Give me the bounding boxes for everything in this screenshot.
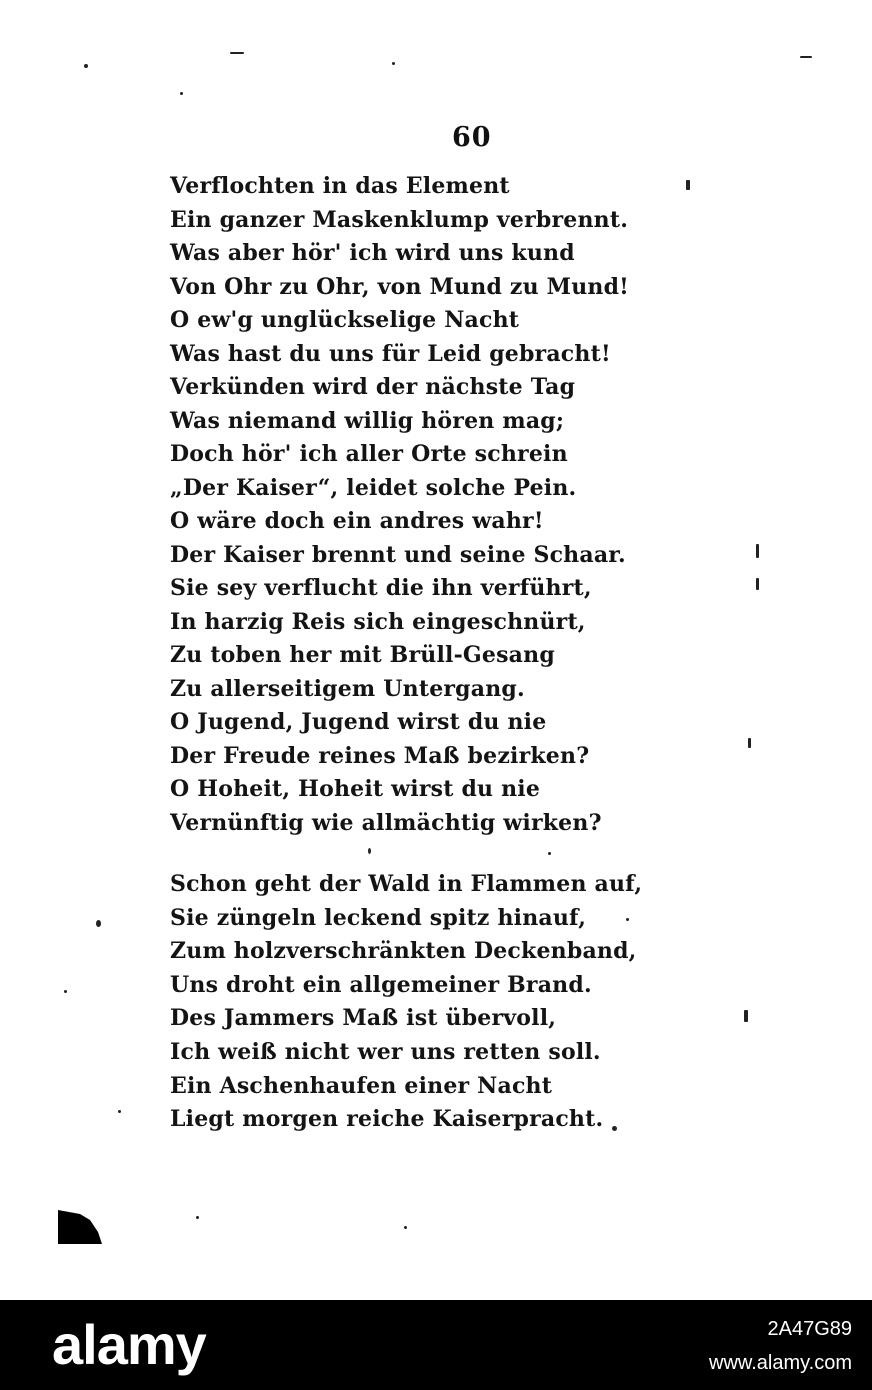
- verse-line: Was hast du uns für Leid gebracht!: [170, 340, 611, 367]
- speck: [118, 1110, 121, 1113]
- site-url: www.alamy.com: [709, 1352, 852, 1374]
- verse-line: Ein ganzer Maskenklump verbrennt.: [170, 206, 629, 233]
- speck: [748, 738, 751, 748]
- verse-line: O ew'g unglückselige Nacht: [170, 307, 520, 333]
- verse-line: Der Kaiser brennt und seine Schaar.: [170, 541, 626, 568]
- speck: [686, 180, 690, 190]
- verse-line: Sie züngeln leckend spitz hinauf,: [170, 904, 587, 931]
- speck: [230, 52, 244, 54]
- speck: [626, 918, 629, 921]
- verse-line: Schon geht der Wald in Flammen auf,: [170, 871, 643, 897]
- verse-line: „Der Kaiser“, leidet solche Pein.: [170, 474, 577, 501]
- verse-line: Was niemand willig hören mag;: [170, 407, 565, 434]
- speck: [96, 920, 101, 927]
- verse-line: Zum holzverschränkten Deckenband,: [170, 938, 637, 965]
- speck: [548, 852, 551, 855]
- verse-line: Des Jammers Maß ist übervoll,: [170, 1005, 557, 1032]
- speck: [392, 62, 395, 65]
- speck: [800, 56, 812, 58]
- verse-line: Uns droht ein allgemeiner Brand.: [170, 971, 592, 998]
- verse-line: Verkünden wird der nächste Tag: [170, 374, 576, 400]
- speck: [404, 1226, 407, 1229]
- speck: [756, 544, 759, 558]
- verse-line: O Jugend, Jugend wirst du nie: [170, 709, 547, 735]
- speck: [196, 1216, 199, 1219]
- verse-line: In harzig Reis sich eingeschnürt,: [170, 608, 586, 635]
- verse-line: Was aber hör' ich wird uns kund: [170, 240, 575, 266]
- page-number: 60: [452, 122, 492, 153]
- stanza-2: [170, 868, 642, 1137]
- speck: [612, 1126, 617, 1131]
- speck: [84, 64, 88, 68]
- verse-line: Vernünftig wie allmächtig wirken?: [170, 809, 602, 836]
- verse-line: Sie sey verflucht die ihn verführt,: [170, 575, 592, 601]
- verse-line: O Hoheit, Hoheit wirst du nie: [170, 776, 541, 802]
- corner-blot: [58, 1210, 102, 1244]
- alamy-logo: alamy: [52, 1313, 206, 1376]
- stanza-1: [170, 170, 629, 840]
- verse-line: Zu toben her mit Brüll-Gesang: [170, 642, 555, 668]
- speck: [64, 990, 67, 993]
- speck: [756, 578, 759, 590]
- verse-line: Doch hör' ich aller Orte schrein: [170, 441, 568, 467]
- image-id: 2A47G89: [767, 1318, 852, 1340]
- verse-line: Von Ohr zu Ohr, von Mund zu Mund!: [170, 273, 630, 300]
- verse-line: Ich weiß nicht wer uns retten soll.: [170, 1038, 601, 1065]
- speck: [180, 92, 183, 95]
- speck: [368, 848, 371, 854]
- speck: [744, 1010, 748, 1022]
- verse-line: Zu allerseitigem Untergang.: [170, 675, 525, 702]
- verse-line: Liegt morgen reiche Kaiserpracht.: [170, 1106, 604, 1133]
- verse-line: O wäre doch ein andres wahr!: [170, 508, 544, 534]
- verse-line: Ein Aschenhaufen einer Nacht: [170, 1072, 553, 1099]
- verse-line: Verflochten in das Element: [170, 173, 510, 199]
- verse-line: Der Freude reines Maß bezirken?: [170, 742, 590, 769]
